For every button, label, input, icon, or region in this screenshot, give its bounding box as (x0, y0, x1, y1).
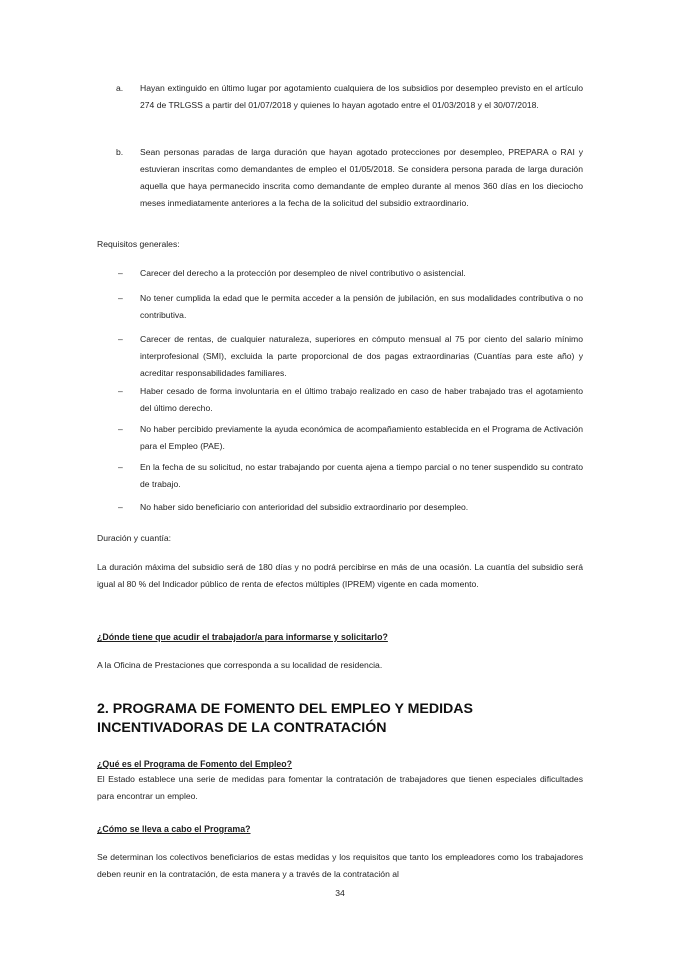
requisito-item (118, 331, 583, 382)
requisito-item (118, 383, 583, 417)
page-number: 34 (335, 888, 345, 898)
requisito-text: Haber cesado de forma involuntaria en el último trabajo realizado en caso de haber trabajado tras el agotamiento del último derecho. (140, 386, 583, 413)
requisito-text: No haber percibido previamente la ayuda económica de acompañamiento establecida en el Programa de Activación para el Empleo (PAE). (140, 424, 583, 451)
donde-question: ¿Dónde tiene que acudir el trabajador/a para informarse y solicitarlo? (97, 632, 388, 642)
que-question: ¿Qué es el Programa de Fomento del Empleo? (97, 759, 293, 769)
duracion-heading: Duración y cuantía: (97, 533, 172, 543)
requisito-text: No haber sido beneficiario con anterioridad del subsidio extraordinario por desempleo. (140, 502, 469, 512)
list-item-text: Sean personas paradas de larga duración que hayan agotado protecciones por desempleo, PREPARA o RAI y estuvieran inscritas como demandantes de empleo el 01/05/2018. Se considera persona parada de larga duración aquella que haya permanecido inscrita como demandante de empleo durante al menos 360 días en los dieciocho meses inmediatamente anteriores a la fecha de la solicitud del subsidio extraordinario. (140, 147, 583, 208)
dash-bullet: – (118, 334, 123, 344)
dash-bullet: – (118, 386, 123, 396)
requisito-item (118, 459, 583, 493)
donde-answer: A la Oficina de Prestaciones que corresponda a su localidad de residencia. (97, 660, 383, 670)
requisito-item (118, 499, 583, 516)
list-item (116, 144, 583, 212)
requisito-text: En la fecha de su solicitud, no estar trabajando por cuenta ajena a tiempo parcial o no tener suspendido su contrato de trabajo. (140, 462, 583, 489)
section-title: 2. PROGRAMA DE FOMENTO DEL EMPLEO Y MEDIDAS INCENTIVADORAS DE LA CONTRATACIÓN (97, 701, 474, 736)
requisito-item (118, 265, 583, 282)
como-question: ¿Cómo se lleva a cabo el Programa? (97, 824, 251, 834)
dash-bullet: – (118, 424, 123, 434)
requisito-text: Carecer del derecho a la protección por desempleo de nivel contributivo o asistencial. (140, 268, 466, 278)
requisito-item (118, 421, 583, 455)
list-marker: a. (116, 83, 124, 93)
requisito-text: Carecer de rentas, de cualquier naturaleza, superiores en cómputo mensual al 75 por ciento del salario mínimo interprofesional (SMI), excluida la parte proporcional de dos pagas extraordinarias (Cuantías para este año) y acreditar responsabilidades familiares. (140, 334, 583, 378)
list-item (116, 80, 583, 114)
dash-bullet: – (118, 502, 123, 512)
como-answer: Se determinan los colectivos beneficiarios de estas medidas y los requisitos que tanto los empleadores como los trabajadores deben reunir en la contratación, de esta manera y a través de la contratación al (97, 852, 583, 879)
dash-bullet: – (118, 293, 123, 303)
requisito-text: No tener cumplida la edad que le permita acceder a la pensión de jubilación, en sus modalidades contributiva o no contributiva. (140, 293, 583, 320)
que-answer: El Estado establece una serie de medidas para fomentar la contratación de trabajadores que tienen especiales dificultades para encontrar un empleo. (97, 774, 583, 801)
duracion-paragraph: La duración máxima del subsidio será de 180 días y no podrá percibirse en más de una ocasión. La cuantía del subsidio será igual al 80 % del Indicador público de renta de efectos múltiples (IPREM) vigente en cada momento. (97, 562, 583, 589)
dash-bullet: – (118, 268, 123, 278)
list-item-text: Hayan extinguido en último lugar por agotamiento cualquiera de los subsidios por desempleo previsto en el artículo 274 de TRLGSS a partir del 01/07/2018 y quienes lo hayan agotado entre el 01/03/2018 y el 30/07/2018. (140, 83, 583, 110)
requisitos-heading: Requisitos generales: (97, 239, 180, 249)
dash-bullet: – (118, 462, 123, 472)
list-marker: b. (116, 147, 124, 157)
requisito-item (118, 290, 583, 324)
